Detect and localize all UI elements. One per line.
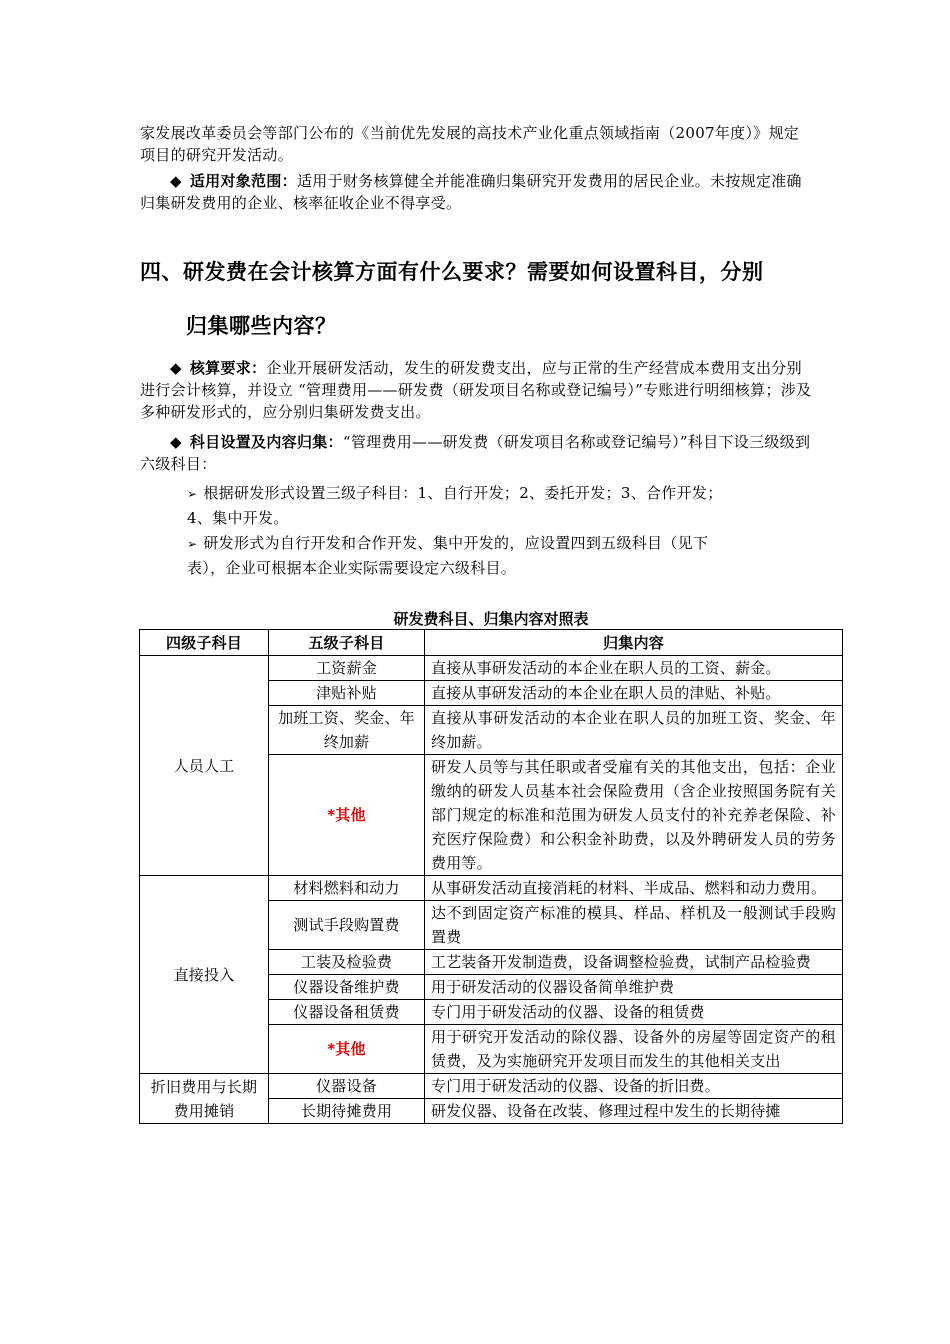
group-cell: 直接投入 (140, 876, 269, 1074)
sub-cell: 工资薪金 (269, 656, 425, 681)
sub-item-1-cont: 4、集中开发。 (187, 509, 289, 527)
scope-text: 适用于财务核算健全并能准确归集研究开发费用的居民企业。未按规定准确归集研发费用的企业、核率征收企业不得享受。 (140, 172, 802, 212)
content-cell: 达不到固定资产标准的模具、样品、样机及一般测试手段购置费 (425, 901, 843, 950)
header-level5: 五级子科目 (269, 630, 425, 656)
scope-paragraph (140, 170, 812, 214)
sub-cell: 材料燃料和动力 (269, 876, 425, 901)
sub-cell: 仪器设备 (269, 1074, 425, 1099)
header-content: 归集内容 (425, 630, 843, 656)
diamond-bullet-icon: ◆ (170, 359, 182, 377)
content-cell: 直接从事研发活动的本企业在职人员的津贴、补贴。 (425, 681, 843, 706)
sub-cell: 仪器设备维护费 (269, 975, 425, 1000)
sub-item-2 (163, 531, 788, 556)
sub-cell-other: *其他 (269, 1025, 425, 1074)
subject-paragraph (140, 431, 812, 475)
content-cell: 研发仪器、设备在改装、修理过程中发生的长期待摊 (425, 1099, 843, 1124)
sub-cell: 工装及检验费 (269, 950, 425, 975)
content-cell: 用于研究开发活动的除仪器、设备外的房屋等固定资产的租赁费，及为实施研究开发项目而发生的其他相关支出 (425, 1025, 843, 1074)
requirement-paragraph (140, 357, 812, 423)
scope-label: 适用对象范围： (189, 172, 297, 190)
table-row (140, 656, 843, 681)
sub-cell-other: *其他 (269, 755, 425, 876)
arrow-bullet-icon: ➢ (187, 487, 198, 501)
diamond-bullet-icon: ◆ (170, 433, 182, 451)
sub-cell: 津贴补贴 (269, 681, 425, 706)
content-cell: 工艺装备开发制造费，设备调整检验费，试制产品检验费 (425, 950, 843, 975)
sub-cell: 仪器设备租赁费 (269, 1000, 425, 1025)
group-cell: 人员人工 (140, 656, 269, 876)
arrow-bullet-icon: ➢ (187, 537, 198, 551)
sub-item-2-line1: 研发形式为自行开发和合作开发、集中开发的，应设置四到五级科目（见下 (203, 534, 709, 552)
content-cell: 专门用于研发活动的仪器、设备的折旧费。 (425, 1074, 843, 1099)
table-row (140, 876, 843, 901)
section-heading-line2: 归集哪些内容？ (186, 314, 337, 338)
subject-label: 科目设置及内容归集： (189, 433, 343, 451)
sub-item-1 (163, 481, 788, 506)
sub-item-1-line1: 根据研发形式设置三级子科目：1、自行开发；2、委托开发；3、合作开发； (203, 484, 723, 502)
table-row (140, 1074, 843, 1099)
table-title: 研发费科目、归集内容对照表 (393, 610, 589, 628)
requirement-text: 企业开展研发活动，发生的研发费支出，应与正常的生产经营成本费用支出分别进行会计核算，并设立 “管理费用——研发费（研发项目名称或登记编号）”专账进行明细核算；涉及多种研发形式的，应分别归集研发费支出。 (140, 359, 812, 421)
intro-text: 家发展改革委员会等部门公布的《当前优先发展的高技术产业化重点领域指南（2007年度）》规定项目的研究开发活动。 (140, 124, 800, 164)
sub-cell: 测试手段购置费 (269, 901, 425, 950)
table-header-row (140, 630, 843, 656)
subject-table (139, 629, 843, 1124)
content-cell: 直接从事研发活动的本企业在职人员的加班工资、奖金、年终加薪。 (425, 706, 843, 755)
content-cell: 研发人员等与其任职或者受雇有关的其他支出，包括：企业缴纳的研发人员基本社会保险费用（含企业按照国务院有关部门规定的标准和范围为研发人员支付的补充养老保险、补充医疗保险费）和公积金补助费，以及外聘研发人员的劳务费用等。 (425, 755, 843, 876)
content-cell: 用于研发活动的仪器设备简单维护费 (425, 975, 843, 1000)
content-cell: 专门用于研发活动的仪器、设备的租赁费 (425, 1000, 843, 1025)
diamond-bullet-icon: ◆ (170, 172, 182, 190)
sub-cell: 加班工资、奖金、年终加薪 (269, 706, 425, 755)
group-cell: 折旧费用与长期费用摊销 (140, 1074, 269, 1124)
content-cell: 直接从事研发活动的本企业在职人员的工资、薪金。 (425, 656, 843, 681)
sub-item-2-cont: 表），企业可根据本企业实际需要设定六级科目。 (187, 559, 517, 577)
subject-text: “管理费用——研发费（研发项目名称或登记编号）”科目下设三级级到六级科目： (140, 433, 811, 473)
sub-cell: 长期待摊费用 (269, 1099, 425, 1124)
header-level4: 四级子科目 (140, 630, 269, 656)
requirement-label: 核算要求： (189, 359, 267, 377)
section-heading-line1: 四、研发费在会计核算方面有什么要求？需要如何设置科目，分别 (140, 260, 764, 284)
content-cell: 从事研发活动直接消耗的材料、半成品、燃料和动力费用。 (425, 876, 843, 901)
intro-paragraph (140, 122, 812, 166)
